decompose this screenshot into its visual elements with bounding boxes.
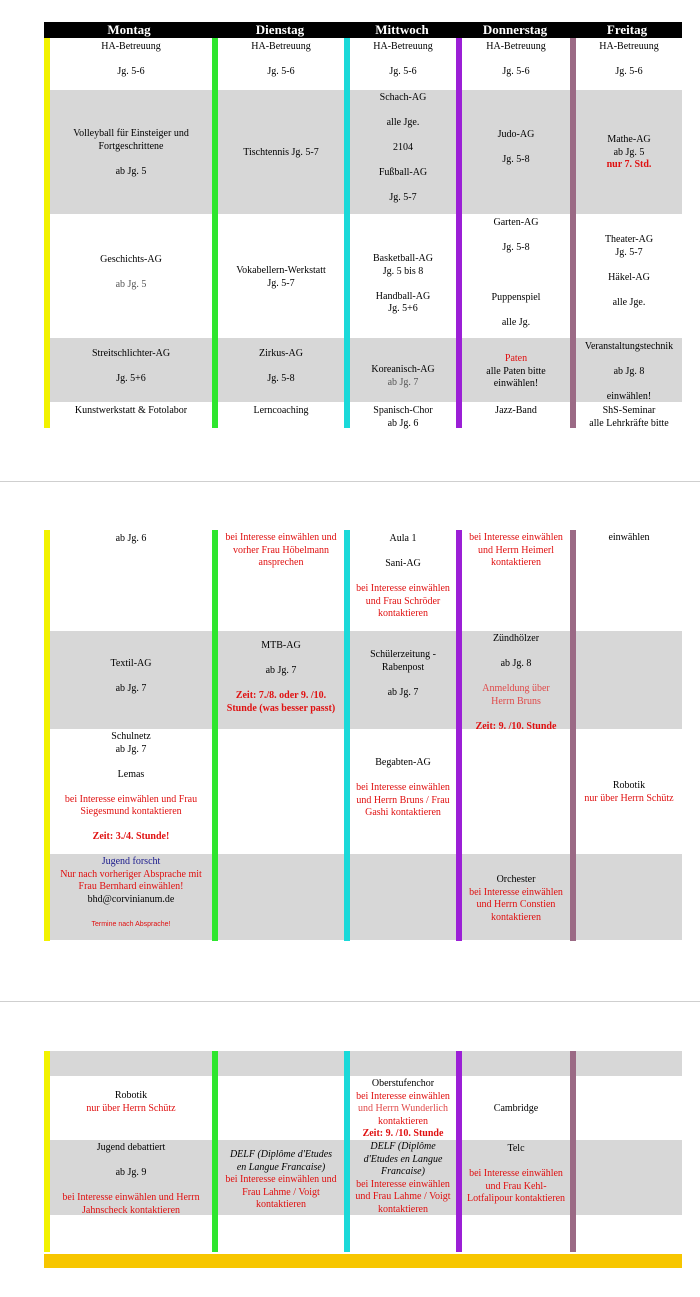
- cell-montag: Textil-AG ab Jg. 7: [110, 658, 152, 694]
- header-freitag: Freitag: [606, 22, 648, 37]
- cell-donnerstag: Garten-AG Jg. 5-8 Puppenspiel alle Jg.: [491, 217, 541, 328]
- cell-montag: Geschichts-AG ab Jg. 5: [100, 254, 162, 290]
- cell-freitag: HA-Betreuung Jg. 5-6: [599, 41, 659, 77]
- cell-donnerstag: Cambridge: [493, 1103, 539, 1114]
- row-band: [50, 1051, 682, 1076]
- cell-montag: Schulnetz ab Jg. 7 Lemas bei Interesse einwählen und Frau Siegesmund kontaktieren Zeit: 3./4. Stunde!: [64, 731, 198, 842]
- cell-dienstag: Tischtennis Jg. 5-7: [243, 147, 319, 158]
- column-bar-freitag: [570, 530, 576, 941]
- cell-donnerstag: HA-Betreuung Jg. 5-6: [486, 41, 546, 77]
- cell-dienstag: Zirkus-AG Jg. 5-8: [259, 348, 303, 384]
- cell-dienstag: HA-Betreuung Jg. 5-6: [251, 41, 311, 77]
- cell-donnerstag: Zündhölzer ab Jg. 8 Anmeldung über Herrn Bruns Zeit: 9. /10. Stunde: [475, 633, 557, 732]
- cell-mittwoch: Schach-AG alle Jge. 2104 Fußball-AG Jg. 5-7: [378, 92, 428, 203]
- cell-freitag: einwählen: [608, 532, 650, 543]
- cell-montag: Streitschlichter-AG Jg. 5+6: [91, 348, 171, 384]
- cell-donnerstag: Paten alle Paten bitte einwählen!: [486, 353, 546, 389]
- footer-bar: [44, 1254, 682, 1268]
- cell-dienstag: Lerncoaching: [253, 405, 309, 416]
- cell-dienstag: DELF (Diplôme d'Etudes en Langue Francaise) bei Interesse einwählen und Frau Lahme / Voigt kontaktieren: [225, 1149, 337, 1210]
- header-donnerstag: Donnerstag: [482, 22, 548, 37]
- weekday-header: [44, 22, 682, 38]
- cell-dienstag: MTB-AG ab Jg. 7 Zeit: 7./8. oder 9. /10. Stunde (was besser passt): [226, 640, 336, 714]
- page-separator: [0, 1001, 700, 1002]
- cell-freitag: Theater-AG Jg. 5-7 Häkel-AG alle Jge.: [604, 234, 654, 308]
- cell-montag: HA-Betreuung Jg. 5-6: [101, 41, 161, 77]
- cell-mittwoch: Oberstufenchor bei Interesse einwählen und Herrn Wunderlich kontaktieren Zeit: 9. /10. Stunde: [356, 1078, 450, 1139]
- column-bar-dienstag: [212, 530, 218, 941]
- cell-mittwoch: Spanisch-Chor ab Jg. 6: [373, 405, 433, 429]
- cell-dienstag: Vokabellern-Werkstatt Jg. 5-7: [236, 265, 326, 289]
- cell-mittwoch: HA-Betreuung Jg. 5-6: [373, 41, 433, 77]
- cell-donnerstag: bei Interesse einwählen und Herrn Heimerl kontaktieren: [469, 532, 563, 568]
- header-montag: Montag: [107, 22, 151, 37]
- cell-donnerstag: Orchester bei Interesse einwählen und Herrn Constien kontaktieren: [469, 874, 563, 923]
- cell-montag: Jugend forscht Nur nach vorheriger Absprache mit Frau Bernhard einwählen! bhd@corvinianum.de Termine nach Absprache!: [60, 856, 202, 928]
- column-bar-freitag: [570, 1051, 576, 1252]
- cell-freitag: Veranstaltungstechnik ab Jg. 8 einwählen!: [584, 341, 674, 402]
- header-dienstag: Dienstag: [255, 22, 305, 37]
- cell-freitag: Robotik nur über Herrn Schütz: [584, 780, 674, 804]
- cell-freitag: Mathe-AG ab Jg. 5 nur 7. Std.: [606, 134, 652, 170]
- cell-donnerstag: Telc bei Interesse einwählen und Frau Kehl- Lotfalipour kontaktieren: [466, 1143, 566, 1204]
- header-mittwoch: Mittwoch: [375, 22, 429, 37]
- cell-mittwoch: Aula 1 Sani-AG bei Interesse einwählen und Frau Schröder kontaktieren: [356, 533, 450, 619]
- cell-donnerstag: Judo-AG Jg. 5-8: [497, 129, 535, 165]
- cell-mittwoch: Schülerzeitung - Rabenpost ab Jg. 7: [370, 649, 436, 698]
- cell-mittwoch: Basketball-AG Jg. 5 bis 8 Handball-AG Jg. 5+6: [373, 253, 433, 314]
- cell-montag: Robotik nur über Herrn Schütz: [86, 1090, 176, 1114]
- cell-dienstag: bei Interesse einwählen und vorher Frau Höbelmann ansprechen: [225, 532, 337, 568]
- cell-donnerstag: Jazz-Band: [495, 405, 537, 416]
- cell-mittwoch: Koreanisch-AG ab Jg. 7: [371, 364, 435, 388]
- cell-montag: ab Jg. 6: [115, 533, 147, 544]
- cell-mittwoch: Begabten-AG bei Interesse einwählen und Herrn Bruns / Frau Gashi kontaktieren: [356, 757, 450, 818]
- cell-montag: Kunstwerkstatt & Fotolabor: [74, 405, 188, 416]
- cell-mittwoch: DELF (Diplôme d'Etudes en Langue Francaise) bei Interesse einwählen und Frau Lahme / Voigt kontaktieren: [355, 1141, 451, 1215]
- cell-freitag: ShS-Seminar alle Lehrkräfte bitte: [589, 405, 669, 429]
- page-separator: [0, 481, 700, 482]
- cell-montag: Volleyball für Einsteiger und Fortgeschrittene ab Jg. 5: [73, 128, 189, 177]
- cell-montag: Jugend debattiert ab Jg. 9 bei Interesse einwählen und Herrn Jahnscheck kontaktieren: [62, 1142, 200, 1216]
